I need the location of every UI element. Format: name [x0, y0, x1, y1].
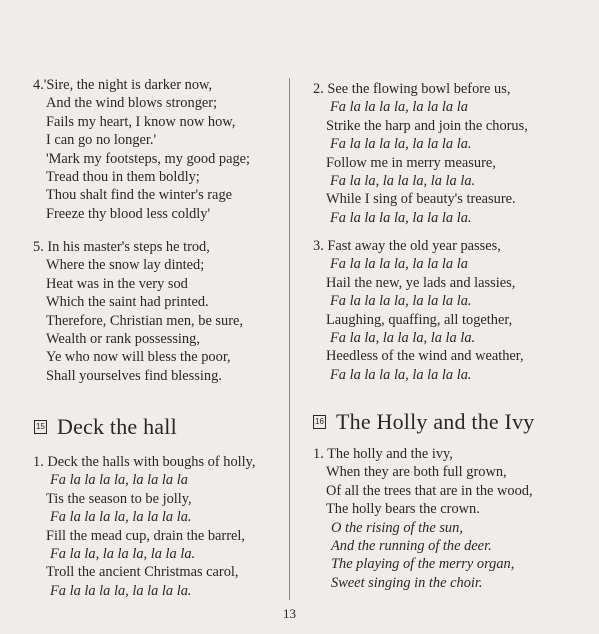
verse-line: Fails my heart, I know now how,: [46, 113, 236, 130]
refrain-line: Fa la la la la, la la la la.: [50, 582, 192, 599]
verse-line: Wealth or rank possessing,: [46, 331, 200, 348]
verse-line: Strike the harp and join the chorus,: [326, 117, 528, 134]
refrain-line: Fa la la la la, la la la la.: [330, 293, 472, 310]
verse-line: Shall yourselves find blessing.: [46, 367, 222, 384]
refrain-line: Fa la la la la, la la la la.: [50, 509, 192, 526]
verse-line: Where the snow lay dinted;: [46, 257, 205, 274]
stanza-good-king-4: [33, 76, 283, 223]
verse-line: Tis the season to be jolly,: [46, 490, 192, 507]
verse-line: And the wind blows stronger;: [46, 95, 218, 112]
verse-line: Troll the ancient Christmas carol,: [46, 564, 239, 581]
refrain-line: Fa la la la la, la la la la.: [330, 209, 472, 226]
verse-line: Tread thou in them boldly;: [46, 169, 200, 186]
chorus-line: Sweet singing in the choir.: [331, 574, 483, 591]
stanza-deck-1: [33, 453, 283, 600]
refrain-line: Fa la la, la la la, la la la.: [330, 173, 476, 190]
stanza-good-king-5: [33, 238, 283, 385]
verse-line: Freeze thy blood less coldly': [46, 205, 211, 222]
song-heading-holly-and-ivy: [313, 409, 534, 435]
song-title: The Holly and the Ivy: [336, 409, 535, 434]
stanza-deck-2: [313, 80, 589, 227]
verse-line: Follow me in merry measure,: [326, 154, 496, 171]
verse-line: When they are both full grown,: [326, 464, 507, 481]
song-number-badge: 15: [34, 420, 47, 434]
verse-line: Fill the mead cup, drain the barrel,: [46, 527, 246, 544]
refrain-line: Fa la la la la, la la la la.: [330, 366, 472, 383]
verse-line: Therefore, Christian men, be sure,: [46, 312, 243, 329]
refrain-line: Fa la la, la la la, la la la.: [330, 330, 476, 347]
verse-line: Laughing, quaffing, all together,: [326, 311, 513, 328]
verse-line: I can go no longer.': [46, 132, 157, 149]
chorus-line: And the running of the deer.: [331, 538, 492, 555]
verse-line: 4.'Sire, the night is darker now,: [33, 77, 213, 93]
verse-line: While I sing of beauty's treasure.: [326, 191, 516, 208]
verse-line: Which the saint had printed.: [46, 294, 209, 311]
chorus-line: The playing of the merry organ,: [331, 556, 515, 573]
refrain-line: Fa la la la la, la la la la: [330, 256, 468, 273]
refrain-line: Fa la la, la la la, la la la.: [50, 546, 196, 563]
verse-line: Heedless of the wind and weather,: [326, 348, 524, 365]
refrain-line: Fa la la la la, la la la la.: [330, 136, 472, 153]
song-title: Deck the hall: [57, 414, 177, 439]
column-divider: [289, 78, 290, 600]
verse-line: The holly bears the crown.: [326, 501, 480, 518]
stanza-deck-3: [313, 237, 589, 384]
verse-line: Of all the trees that are in the wood,: [326, 482, 533, 499]
song-heading-deck-the-hall: [34, 414, 177, 440]
verse-line: Ye who now will bless the poor,: [46, 349, 231, 366]
refrain-line: Fa la la la la, la la la la: [50, 472, 188, 489]
verse-line: Heat was in the very sod: [46, 275, 188, 292]
refrain-line: Fa la la la la, la la la la: [330, 99, 468, 116]
chorus-line: O the rising of the sun,: [331, 519, 463, 536]
stanza-holly-1: [313, 445, 589, 592]
verse-line: 2. See the flowing bowl before us,: [313, 81, 511, 97]
verse-line: 1. The holly and the ivy,: [313, 446, 453, 462]
verse-line: Thou shalt find the winter's rage: [46, 187, 233, 204]
verse-line: Hail the new, ye lads and lassies,: [326, 274, 516, 291]
verse-line: 1. Deck the halls with boughs of holly,: [33, 454, 256, 470]
page-number: 13: [283, 606, 296, 621]
verse-line: 3. Fast away the old year passes,: [313, 238, 501, 254]
verse-line: 5. In his master's steps he trod,: [33, 239, 210, 255]
song-number-badge: 16: [313, 415, 326, 429]
verse-line: 'Mark my footsteps, my good page;: [46, 150, 251, 167]
